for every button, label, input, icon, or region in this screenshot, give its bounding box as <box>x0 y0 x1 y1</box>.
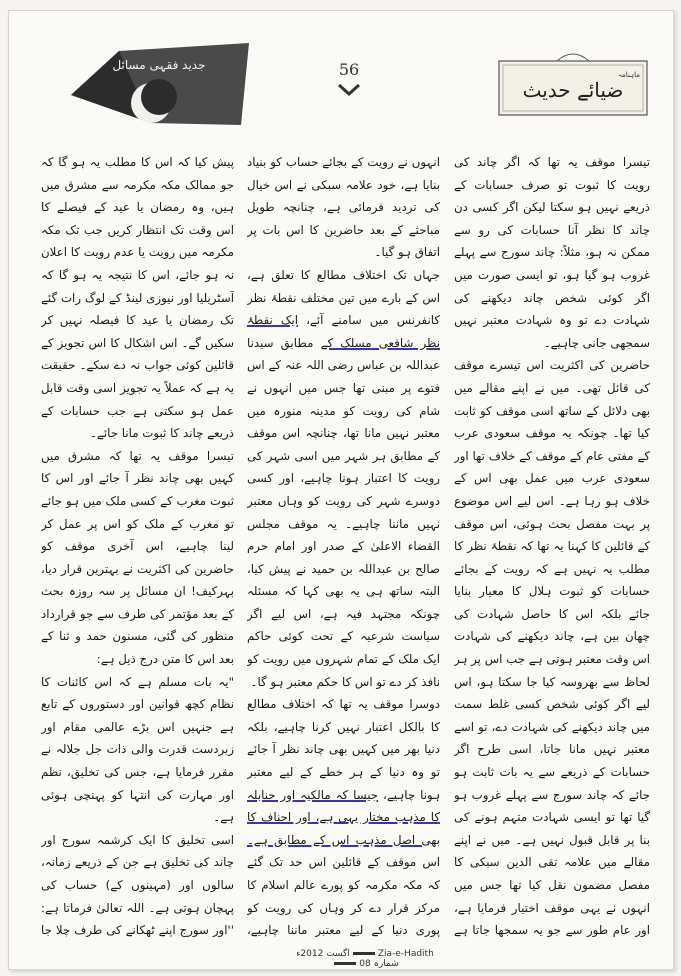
highlighted-text: جیسا کہ مالکیہ اور حنابلہ کا مذہب مختار یہی ہے، اور احناف کا بھی اصل مذہب اس کے مطابق ہے۔ <box>247 787 440 847</box>
highlighted-text: ایک نقطۂ نظر شافعی مسلک کے <box>247 313 440 350</box>
zia-e-hadith-banner <box>497 53 649 121</box>
column-middle <box>247 151 440 937</box>
magazine-page <box>8 10 674 970</box>
paragraph: پیش کیا کہ اس کا مطلب یہ ہو گا کہ جو ممالک مکہ مکرمہ سے مشرق میں ہیں، وہ رمضان یا عید کے فیصلے کا اس وقت تک انتظار کریں جب تک مکہ مکرمہ میں رویت یا عدم رویت کا اعلان نہ ہو جائے، اس کا نتیجہ یہ ہو گا کہ آسٹریلیا اور نیوزی لینڈ کے لوگ رات گئے تک رمضان یا عید کا فیصلہ نہیں کر سکیں گے۔ اس اشکال کا اس تجویز کے قائلین کوئی جواب نہ دے سکے۔ حقیقت یہ ہے کہ عملاً یہ تجویز اسی وقت قابل عمل ہو سکتی ہے جب حسابات کے ذریعے چاند کا ثبوت مانا جائے۔ <box>41 155 234 441</box>
divider <box>334 962 356 965</box>
footer-issue: شمارہ 08 <box>359 959 399 969</box>
page-footer <box>295 949 435 969</box>
right-banner-title: ضیائے حدیث <box>522 78 624 102</box>
right-banner-small: ماہنامہ <box>617 71 641 79</box>
text-span: اس موقف کے قائلین اس حد تک گئے کہ مکہ مکرمہ کو پورے عالم اسلام کا مرکز قرار دے کر وہاں کی رویت کو پوری دنیا کے لیے معتبر ماننا چاہیے، <box>247 855 440 937</box>
divider <box>353 952 375 955</box>
text-span: مطابق سیدنا عبداللہ بن عباس رضی اللہ عنہ کے اس فتوے پر مبنی تھا جس میں انہوں نے شام کی رویت کو مدینہ منورہ میں معتبر نہیں مانا تھا، چنانچہ اس موقف کے مطابق ہر شہر میں اسی شہر کی رویت کا اعتبار ہونا چاہیے، اور کسی دوسرے شہر کی رویت کو وہاں معتبر نہیں ماننا چاہیے۔ یہ موقف مجلس القضاء الاعلیٰ کے صدر اور امام حرم صالح بن عبداللہ بن حمید نے پیش کیا، البتہ ساتھ ہی یہ بھی کہا کہ مسئلہ چونکہ مجتہد فیہ ہے، اس لیے اگر سیاست شرعیہ کے تحت کوئی حاکم ایک ملک کے تمام شہروں میں رویت کو نافذ کر دے تو اس کا حکم معتبر ہو گا۔ <box>247 335 440 689</box>
column-right <box>454 151 650 937</box>
paragraph: تیسرا موقف یہ تھا کہ مشرق میں کہیں بھی چاند نظر آ جائے اور اس کا ثبوت مغرب کے کسی ملک میں ہو جائے تو مغرب کے ملک کو اس پر عمل کر لینا چاہیے، اس آخری موقف کو حاضرین کی اکثریت نے بہترین قرار دیا، بہرکیف! ان مسائل پر سہ روزہ بحث کے بعد مؤتمر کی طرف سے جو قرارداد منظور کی گئی، مسنون حمد و ثنا کے بعد اس کا متن درج ذیل ہے: <box>41 448 234 667</box>
column-left <box>41 151 234 937</box>
left-banner-title: جدید فقہی مسائل <box>112 58 206 72</box>
paragraph <box>247 693 440 937</box>
quote-paragraph: "یہ بات مسلم ہے کہ اس کائنات کا نظام کچھ قوانین اور دستوروں کے تابع ہے جنہیں اس بڑے عالمی مقام اور زبردست قدرت والی ذات جل جلالہ نے مقرر فرمایا ہے، جس کی تخلیق، نظم اور مہارت کی انتہا کو پہنچی ہوئی ہے۔ <box>41 674 234 825</box>
crescent-moon-banner <box>59 33 254 143</box>
paragraph: تیسرا موقف یہ تھا کہ اگر چاند کی رویت کا ثبوت تو صرف حسابات کے ذریعے نہیں ہو سکتا لیکن اگر کسی دن چاند کا نظر آنا حسابات کی رو سے ممکن نہ ہو، مثلاً: چاند سورج سے پہلے غروب ہو گیا ہو، تو ایسی صورت میں اگر کوئی شخص چاند دیکھنے کی شہادت دے تو وہ شہادت معتبر نہیں سمجھی جانی چاہیے۔ <box>454 155 650 350</box>
footer-magazine: Zia-e-Hadith <box>377 949 434 959</box>
footer-month-year: اگست 2012ء <box>296 949 350 959</box>
chevron-down-icon <box>337 83 361 97</box>
paragraph: انہوں نے رویت کے بجائے حساب کو بنیاد بنایا ہے، خود علامہ سبکی نے اس خیال کی تردید فرمائی ہے، چنانچہ طویل مباحثے کے بعد حاضرین کا اس بات پر اتفاق ہو گیا۔ <box>247 155 440 260</box>
paragraph <box>247 264 440 693</box>
paragraph: حاضرین کی اکثریت اس تیسرے موقف کی قائل تھی۔ میں نے اپنے مقالے میں بھی دلائل کے ساتھ اسی موقف کو ثابت کیا تھا۔ چونکہ یہ موقف سعودی عرب کے مفتی عام کے موقف کے خلاف تھا اور سعودی عرب میں عمل بھی اس کے خلاف ہو رہا ہے۔ اس لیے اس موضوع پر بہت مفصل بحث ہوئی، اس موقف کے قائلین کا کہنا یہ تھا کہ نقطۂ نظر کا مطلب یہ نہیں ہے کہ رویت کے بجائے حسابات کو ثبوت ہلال کا معیار بنایا جائے بلکہ اس کا حاصل شہادت کی چھان بین ہے، چاند دیکھنے کی شہادت اس وقت معتبر ہوتی ہے جب اس پر ہر لحاظ سے بھروسہ کیا جا سکتا ہو، اس لیے اگر کوئی شخص کسی غلط سمت میں چاند دیکھنے کی شہادت دے، تو اسے معتبر نہیں مانا جاتا، اسی طرح اگر حسابات کے ذریعے سے یہ بات ثابت ہو جائے کہ چاند سورج سے پہلے غروب ہو گیا تھا تو ایسی شہادت متہم ہونے کی بنا پر قابل قبول نہیں ہے۔ میں نے اپنے مقالے میں علامہ تقی الدین سبکی کا مفصل مضمون نقل کیا تھا جس میں انہوں نے یہی موقف اختیار فرمایا ہے، اور عام طور سے جو یہ سمجھا جاتا ہے <box>454 358 650 937</box>
text-span: جہاں تک اختلاف مطالع کا تعلق ہے، اس کے بارے میں تین مختلف نقطۂ نظر کانفرنس میں سامنے آئے، <box>247 267 440 328</box>
page-number: 56 <box>338 60 360 79</box>
paragraph: اسی تخلیق کا ایک کرشمہ سورج اور چاند کی تخلیق ہے جن کے ذریعے زمانہ، سالوں اور (مہینوں کے) حساب کی پہچان ہوتی ہے۔ اللہ تعالیٰ فرماتا ہے: ''اور سورج اپنے ٹھکانے کی طرف چلا جا <box>41 832 234 937</box>
text-span: دوسرا موقف یہ تھا کہ اختلاف مطالع کا بالکل اعتبار نہیں کرنا چاہیے، بلکہ دنیا بھر میں کہیں بھی چاند نظر آ جائے تو وہ دنیا کے ہر خطے کے لیے معتبر ہونا چاہیے، <box>247 697 440 802</box>
